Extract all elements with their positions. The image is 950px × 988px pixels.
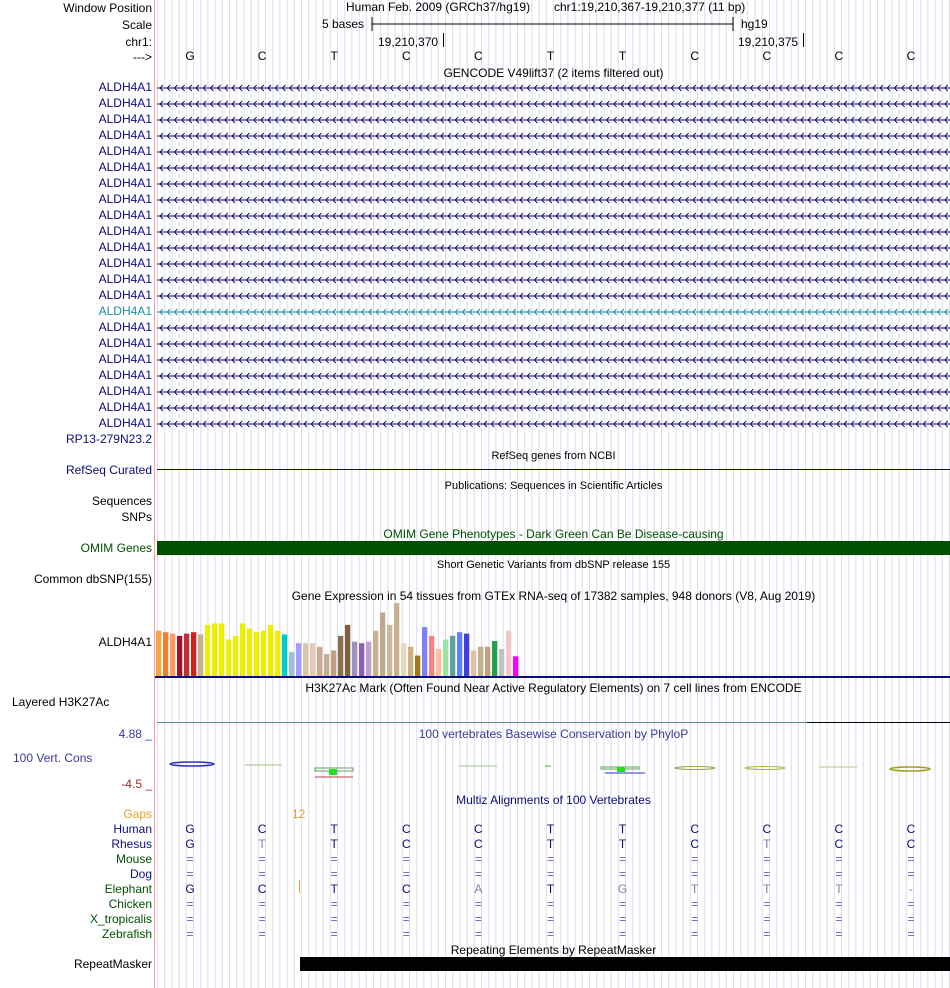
aligned-base: T — [691, 882, 699, 896]
gtex-tissue-bar — [184, 634, 189, 676]
ruler-base: C — [762, 49, 772, 63]
gtex-tissue-bar — [429, 636, 434, 676]
gencode-item-label[interactable]: ALDH4A1 — [98, 256, 152, 270]
ruler-base: T — [546, 49, 555, 63]
phylop-mark-10 — [890, 767, 930, 771]
gencode-title[interactable]: GENCODE V49lift37 (2 items filtered out) — [443, 66, 664, 80]
gtex-expression-chart[interactable] — [155, 603, 535, 676]
aligned-base: = — [835, 927, 843, 941]
aligned-base: T — [258, 837, 266, 851]
gtex-tissue-bar — [450, 636, 455, 676]
aligned-base: = — [258, 927, 266, 941]
ruler-base: T — [330, 49, 338, 63]
species-label[interactable]: Elephant — [104, 882, 152, 896]
aligned-base: = — [546, 867, 554, 881]
aligned-base: = — [258, 897, 266, 911]
gencode-item-label[interactable]: RP13-279N23.2 — [65, 432, 152, 446]
aligned-base: = — [330, 867, 338, 881]
aligned-base: = — [330, 852, 338, 866]
dbsnp-label[interactable]: Common dbSNP(155) — [33, 572, 152, 586]
aligned-base: = — [907, 897, 915, 911]
omim-title[interactable]: OMIM Gene Phenotypes - Dark Green Can Be Disease-causing — [383, 527, 724, 541]
gtex-tissue-bar — [366, 642, 371, 676]
aligned-base: = — [258, 867, 266, 881]
gencode-item-label[interactable]: ALDH4A1 — [98, 384, 152, 398]
aligned-base: = — [546, 897, 554, 911]
gaps-value: 12 — [292, 807, 306, 821]
gencode-item-label[interactable]: ALDH4A1 — [98, 240, 152, 254]
aligned-base: = — [835, 867, 843, 881]
gtex-tissue-bar — [380, 612, 385, 676]
aligned-base: = — [402, 912, 410, 926]
aligned-base: T — [618, 822, 627, 836]
aligned-base: C — [762, 822, 772, 836]
gencode-item-label[interactable]: ALDH4A1 — [98, 336, 152, 350]
aligned-base: T — [330, 837, 338, 851]
aligned-base: = — [691, 852, 699, 866]
gtex-tissue-bar — [485, 647, 490, 676]
db-text: hg19 — [741, 17, 768, 31]
phylop-min-label: -4.5 _ — [121, 777, 152, 791]
gencode-item-label[interactable]: ALDH4A1 — [98, 224, 152, 238]
aligned-base: = — [691, 897, 699, 911]
aligned-base: G — [617, 882, 628, 896]
coord-right-tick — [803, 33, 804, 47]
species-label[interactable]: Zebrafish — [101, 927, 152, 941]
gtex-tissue-bar — [492, 641, 497, 676]
dbsnp-title[interactable]: Short Genetic Variants from dbSNP release 155 — [436, 559, 671, 571]
gtex-tissue-bar — [177, 636, 182, 676]
gencode-item-label[interactable]: ALDH4A1 — [98, 288, 152, 302]
gencode-item-label[interactable]: ALDH4A1 — [98, 160, 152, 174]
gencode-item-label[interactable]: ALDH4A1 — [98, 128, 152, 142]
aligned-base: C — [906, 822, 916, 836]
aligned-base: = — [546, 852, 554, 866]
aligned-base: = — [619, 852, 627, 866]
gtex-tissue-bar — [275, 631, 280, 676]
gencode-item-label[interactable]: ALDH4A1 — [98, 416, 152, 430]
aligned-base: T — [835, 882, 843, 896]
aligned-base: = — [835, 852, 843, 866]
gtex-tissue-bar — [331, 650, 336, 676]
aligned-base: T — [330, 822, 338, 836]
phylop-max-label: 4.88 _ — [118, 727, 152, 741]
gtex-tissue-bar — [303, 643, 308, 676]
gencode-item-label[interactable]: ALDH4A1 — [98, 112, 152, 126]
publications-title[interactable]: Publications: Sequences in Scientific Articles — [444, 480, 663, 492]
aligned-base: = — [186, 927, 194, 941]
aligned-base: A — [474, 882, 483, 896]
gtex-tissue-bar — [401, 643, 406, 676]
track-label-separator — [154, 0, 155, 988]
aligned-base: = — [835, 897, 843, 911]
gtex-track-separator — [155, 676, 950, 678]
gtex-title[interactable]: Gene Expression in 54 tissues from GTEx RNA-seq of 17382 samples, 948 donors (V8, Aug 2019) — [291, 589, 816, 603]
position-text: chr1:19,210,367-19,210,377 (11 bp) — [554, 0, 746, 14]
gtex-tissue-bar — [387, 625, 392, 676]
aligned-base: = — [330, 897, 338, 911]
gtex-tissue-bar — [338, 636, 343, 676]
aligned-base: = — [546, 927, 554, 941]
gtex-tissue-bar — [282, 634, 287, 676]
aligned-base: = — [186, 912, 194, 926]
species-label[interactable]: Chicken — [108, 897, 152, 911]
aligned-base: = — [330, 912, 338, 926]
gtex-tissue-bar — [345, 625, 350, 676]
aligned-base: = — [835, 912, 843, 926]
aligned-base: = — [474, 927, 482, 941]
gtex-tissue-bar — [268, 625, 273, 676]
aligned-base: = — [546, 912, 554, 926]
aligned-base: = — [402, 897, 410, 911]
gtex-tissue-bar — [163, 632, 168, 676]
phylop-track-label[interactable]: 100 Vert. Cons — [13, 751, 93, 765]
aligned-base: C — [257, 822, 267, 836]
multiz-title[interactable]: Multiz Alignments of 100 Vertebrates — [456, 793, 651, 807]
aligned-base: = — [474, 912, 482, 926]
aligned-base: = — [763, 912, 771, 926]
aligned-base: C — [401, 837, 411, 851]
aligned-base: = — [907, 867, 915, 881]
ruler-base: C — [690, 49, 700, 63]
gtex-tissue-bar — [289, 652, 294, 676]
ruler-base: C — [257, 49, 267, 63]
gencode-item-label[interactable]: ALDH4A1 — [98, 176, 152, 190]
aligned-base: = — [907, 927, 915, 941]
aligned-base: G — [185, 882, 195, 896]
aligned-base: C — [834, 822, 844, 836]
aligned-base: T — [763, 882, 771, 896]
phylop-mark-3b — [329, 769, 337, 775]
aligned-base: G — [185, 837, 195, 851]
gencode-item-label[interactable]: ALDH4A1 — [98, 144, 152, 158]
gtex-tissue-bar — [352, 642, 357, 676]
aligned-base: = — [186, 867, 194, 881]
coord-right: 19,210,375 — [738, 35, 799, 49]
omim-feature-bar[interactable] — [157, 541, 950, 555]
gtex-tissue-bar — [506, 631, 511, 676]
aligned-base: T — [546, 822, 555, 836]
gencode-features[interactable] — [157, 80, 950, 440]
gencode-item-label[interactable]: ALDH4A1 — [98, 352, 152, 366]
aligned-base: T — [618, 837, 627, 851]
gtex-tissue-bar — [317, 647, 322, 676]
publications-sequences-label[interactable]: Sequences — [91, 494, 152, 508]
gencode-item-label[interactable]: ALDH4A1 — [98, 80, 152, 94]
aligned-base: = — [907, 912, 915, 926]
scale-text: 5 bases — [322, 17, 365, 31]
ruler-base: C — [401, 49, 411, 63]
phylop-signal[interactable] — [157, 755, 950, 785]
publications-snps-label[interactable]: SNPs — [121, 510, 152, 524]
h3k27ac-label[interactable]: Layered H3K27Ac — [12, 695, 110, 709]
gencode-item-label[interactable]: ALDH4A1 — [98, 320, 152, 334]
aligned-base: = — [474, 867, 482, 881]
aligned-base: = — [907, 852, 915, 866]
aligned-base: C — [257, 882, 267, 896]
aligned-base: C — [474, 822, 483, 836]
aligned-base: = — [186, 897, 194, 911]
gtex-tissue-bar — [170, 634, 175, 676]
aligned-base: = — [691, 927, 699, 941]
gencode-item-label[interactable]: ALDH4A1 — [98, 400, 152, 414]
gtex-tissue-bar — [415, 656, 420, 676]
elephant-gap-marker — [299, 880, 300, 893]
gtex-tissue-bar — [226, 640, 231, 677]
species-label[interactable]: Rhesus — [111, 837, 152, 851]
gtex-gene-label[interactable]: ALDH4A1 — [98, 635, 152, 649]
gtex-tissue-bar — [513, 656, 518, 676]
ruler-base: G — [185, 49, 195, 63]
aligned-base: C — [401, 822, 411, 836]
gtex-tissue-bar — [191, 632, 196, 676]
gtex-tissue-bar — [471, 650, 476, 676]
aligned-base: = — [619, 897, 627, 911]
phylop-mark-8 — [745, 767, 785, 770]
omim-label[interactable]: OMIM Genes — [80, 541, 152, 555]
gencode-item-label[interactable]: ALDH4A1 — [98, 304, 152, 318]
species-label[interactable]: X_tropicalis — [89, 912, 152, 926]
gtex-tissue-bar — [457, 632, 462, 676]
aligned-base: C — [906, 837, 916, 851]
aligned-base: T — [763, 837, 771, 851]
species-label[interactable]: Mouse — [115, 852, 152, 866]
gtex-tissue-bar — [499, 649, 504, 676]
ruler-base: C — [906, 49, 916, 63]
species-label[interactable]: Dog — [129, 867, 152, 881]
aligned-base: = — [763, 927, 771, 941]
aligned-base: = — [258, 912, 266, 926]
gtex-tissue-bar — [205, 625, 210, 676]
gtex-tissue-bar — [394, 603, 399, 676]
scale-label: Scale — [121, 18, 152, 32]
gtex-tissue-bar — [422, 627, 427, 676]
aligned-base: = — [619, 912, 627, 926]
aligned-base: C — [690, 837, 700, 851]
gtex-tissue-bar — [408, 647, 413, 676]
window-position-label: Window Position — [63, 1, 152, 15]
h3k27ac-title[interactable]: H3K27Ac Mark (Often Found Near Active Regulatory Elements) on 7 cell lines from ENCODE — [305, 681, 802, 695]
gaps-label[interactable]: Gaps — [123, 807, 152, 821]
aligned-base: C — [834, 837, 844, 851]
gtex-tissue-bar — [219, 623, 224, 676]
scale-bar — [368, 16, 740, 32]
phylop-mark-6b — [617, 767, 625, 772]
aligned-base: = — [763, 867, 771, 881]
aligned-base: T — [546, 882, 555, 896]
gtex-tissue-bar — [254, 632, 259, 676]
gencode-item-label[interactable]: ALDH4A1 — [98, 192, 152, 206]
gencode-item-label[interactable]: ALDH4A1 — [98, 368, 152, 382]
ruler-base: T — [618, 49, 627, 63]
refseq-title[interactable]: RefSeq genes from NCBI — [491, 450, 616, 462]
h3k27ac-signal-line-dark — [807, 722, 950, 723]
gtex-tissue-bar — [261, 631, 266, 676]
refseq-label[interactable]: RefSeq Curated — [65, 463, 152, 477]
coord-left-tick — [443, 33, 444, 47]
gtex-tissue-bar — [373, 631, 378, 676]
aligned-base: = — [258, 852, 266, 866]
gtex-tissue-bar — [324, 654, 329, 676]
gtex-tissue-bar — [443, 640, 448, 677]
gencode-item-label[interactable]: ALDH4A1 — [98, 272, 152, 286]
gencode-item-label[interactable]: ALDH4A1 — [98, 208, 152, 222]
gtex-tissue-bar — [296, 643, 301, 676]
gtex-tissue-bar — [464, 634, 469, 676]
gtex-tissue-bar — [156, 631, 161, 676]
ruler-base: C — [834, 49, 844, 63]
gtex-tissue-bar — [212, 623, 217, 676]
aligned-base: = — [763, 852, 771, 866]
gtex-tissue-bar — [310, 643, 315, 676]
gtex-tissue-bar — [198, 634, 203, 676]
ruler-base: C — [474, 49, 483, 63]
phylop-mark-7 — [675, 767, 715, 770]
gtex-tissue-bar — [359, 643, 364, 676]
assembly-title: Human Feb. 2009 (GRCh37/hg19) — [346, 0, 531, 14]
aligned-base: = — [619, 867, 627, 881]
repeatmasker-title[interactable]: Repeating Elements by RepeatMasker — [450, 943, 657, 957]
aligned-base: T — [546, 837, 555, 851]
h3k27ac-signal-line — [157, 722, 807, 723]
gtex-tissue-bar — [478, 647, 483, 676]
aligned-base: = — [330, 927, 338, 941]
aligned-base: = — [763, 897, 771, 911]
gtex-tissue-bar — [436, 649, 441, 676]
aligned-base: = — [474, 852, 482, 866]
coord-left: 19,210,370 — [378, 35, 439, 49]
aligned-base: = — [474, 897, 482, 911]
gtex-tissue-bar — [240, 623, 245, 676]
aligned-base: = — [402, 927, 410, 941]
gtex-tissue-bar — [247, 629, 252, 676]
gtex-tissue-bar — [233, 636, 238, 676]
aligned-base: C — [474, 837, 483, 851]
gencode-item-label[interactable]: ALDH4A1 — [98, 96, 152, 110]
aligned-base: C — [690, 822, 700, 836]
phylop-title[interactable]: 100 vertebrates Basewise Conservation by PhyloP — [418, 727, 689, 741]
species-label[interactable]: Human — [113, 822, 152, 836]
aligned-base: G — [185, 822, 195, 836]
refseq-feature-line[interactable] — [157, 469, 950, 470]
aligned-base: = — [402, 867, 410, 881]
repeatmasker-label[interactable]: RepeatMasker — [73, 957, 152, 971]
aligned-base: = — [619, 927, 627, 941]
aligned-base: = — [402, 852, 410, 866]
strand-arrow-label[interactable]: ---> — [133, 50, 152, 64]
aligned-base: C — [401, 882, 411, 896]
aligned-base: = — [691, 912, 699, 926]
repeatmasker-feature[interactable] — [300, 957, 950, 971]
aligned-base: - — [909, 882, 913, 896]
chrom-label: chr1: — [125, 35, 152, 49]
aligned-base: = — [691, 867, 699, 881]
aligned-base: T — [330, 882, 338, 896]
phylop-mark-1 — [170, 762, 214, 766]
aligned-base: = — [186, 852, 194, 866]
